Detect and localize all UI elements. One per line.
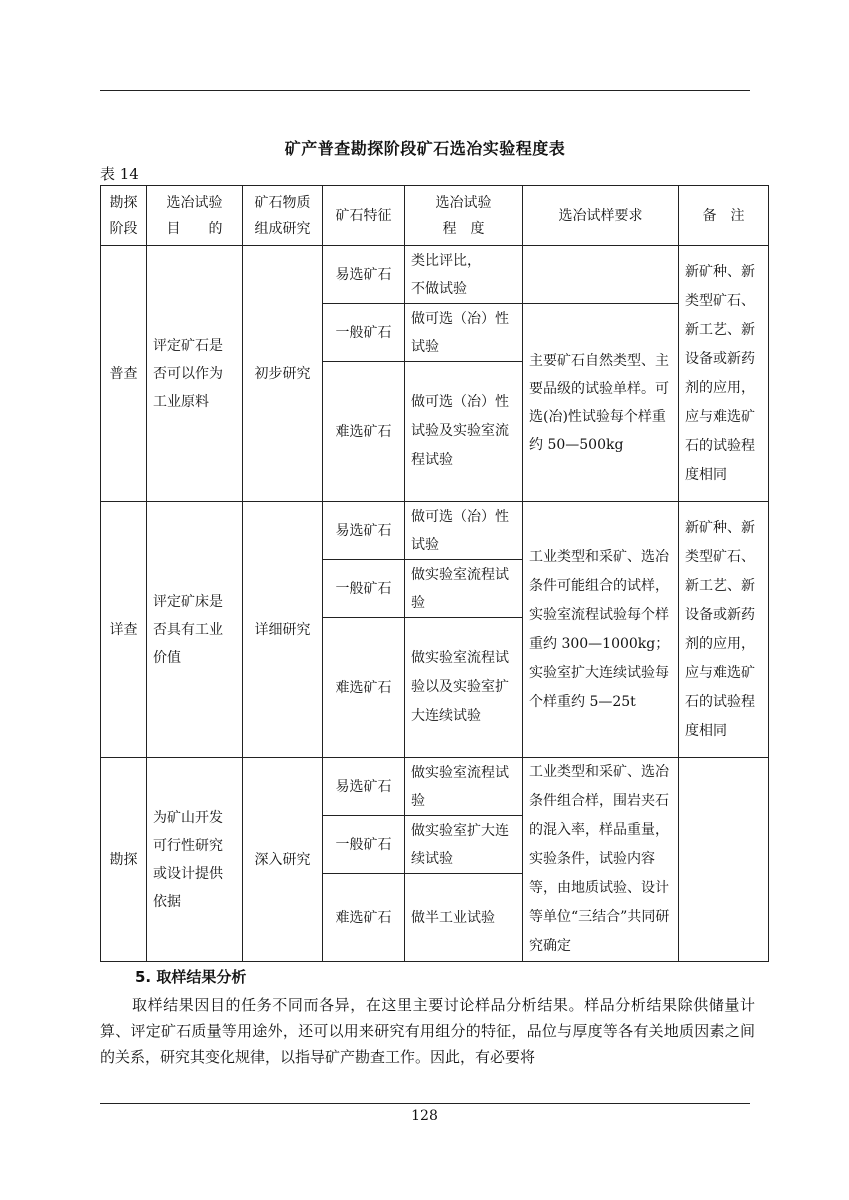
purpose-cell: 评定矿石是否可以作为工业原料 bbox=[147, 246, 243, 502]
page-number: 128 bbox=[411, 1108, 438, 1124]
mineral-cell: 详细研究 bbox=[243, 502, 323, 758]
remarks-cell: 新矿种、新类型矿石、新工艺、新设备或新药剂的应用，应与难选矿石的试验程度相同 bbox=[679, 502, 769, 758]
ore-cell: 易选矿石 bbox=[323, 246, 405, 304]
sample-cell-empty bbox=[523, 246, 679, 304]
header-ore: 矿石特征 bbox=[323, 186, 405, 246]
header-degree-line1: 选冶试验 bbox=[435, 194, 492, 211]
remarks-cell bbox=[679, 758, 769, 962]
header-mineral bbox=[243, 186, 323, 246]
sample-cell: 工业类型和采矿、选冶条件组合样，围岩夹石的混入率，样品重量，实验条件，试验内容等，由地质试验、设计等单位“三结合”共同研究确定 bbox=[523, 758, 679, 962]
purpose-cell: 评定矿床是否具有工业价值 bbox=[147, 502, 243, 758]
remarks-cell: 新矿种、新类型矿石、新工艺、新设备或新药剂的应用，应与难选矿石的试验程度相同 bbox=[679, 246, 769, 502]
degree-cell: 做半工业试验 bbox=[405, 874, 523, 962]
stage-cell: 勘探 bbox=[101, 758, 147, 962]
header-degree-line2: 程 度 bbox=[442, 220, 485, 237]
sample-cell: 工业类型和采矿、选冶条件可能组合的试样，实验室流程试验每个样重约 300—1000kg；实验室扩大连续试验每个样重约 5—25t bbox=[523, 502, 679, 758]
stage-cell: 普查 bbox=[101, 246, 147, 502]
section-heading: 5. 取样结果分析 bbox=[135, 968, 247, 986]
degree-cell: 做实验室扩大连续试验 bbox=[405, 816, 523, 874]
table-row bbox=[101, 502, 769, 560]
ore-cell: 难选矿石 bbox=[323, 874, 405, 962]
header-sample: 选冶试样要求 bbox=[523, 186, 679, 246]
ore-cell: 一般矿石 bbox=[323, 560, 405, 618]
header-purpose-line2: 目 的 bbox=[166, 220, 223, 237]
degree-cell: 做实验室流程试验 bbox=[405, 758, 523, 816]
header-stage-line2: 阶段 bbox=[109, 220, 138, 237]
degree-cell: 做实验室流程试验以及实验室扩大连续试验 bbox=[405, 618, 523, 758]
header-purpose bbox=[147, 186, 243, 246]
ore-cell: 难选矿石 bbox=[323, 362, 405, 502]
sample-cell: 主要矿石自然类型、主要品级的试验单样。可选(冶)性试验每个样重约 50—500kg bbox=[523, 304, 679, 502]
degree-cell: 做可选（冶）性试验 bbox=[405, 304, 523, 362]
ore-cell: 易选矿石 bbox=[323, 502, 405, 560]
header-stage bbox=[101, 186, 147, 246]
header-mineral-line1: 矿石物质 bbox=[254, 194, 311, 211]
ore-cell: 一般矿石 bbox=[323, 304, 405, 362]
degree-cell: 做可选（冶）性试验及实验室流程试验 bbox=[405, 362, 523, 502]
header-degree bbox=[405, 186, 523, 246]
table-row bbox=[101, 246, 769, 304]
header-stage-line1: 勘探 bbox=[109, 194, 138, 211]
ore-cell: 易选矿石 bbox=[323, 758, 405, 816]
header-mineral-line2: 组成研究 bbox=[254, 220, 311, 237]
footer-rule bbox=[100, 1103, 750, 1104]
body-paragraph: 取样结果因目的任务不同而各异，在这里主要讨论样品分析结果。样品分析结果除供储量计算、评定矿石质量等用途外，还可以用来研究有用组分的特征，品位与厚度等各有关地质因素之间的关系，研究其变化规律，以指导矿产勘查工作。因此，有必要将 bbox=[100, 996, 755, 1066]
degree-cell: 做可选（冶）性试验 bbox=[405, 502, 523, 560]
header-rule bbox=[100, 90, 750, 91]
table-title: 矿产普查勘探阶段矿石选冶实验程度表 bbox=[284, 139, 566, 158]
mineral-cell: 初步研究 bbox=[243, 246, 323, 502]
purpose-cell: 为矿山开发可行性研究或设计提供依据 bbox=[147, 758, 243, 962]
ore-test-table bbox=[100, 185, 769, 962]
degree-cell: 做实验室流程试验 bbox=[405, 560, 523, 618]
table-number-label: 表 14 bbox=[100, 165, 139, 183]
header-remarks: 备 注 bbox=[679, 186, 769, 246]
stage-cell: 详查 bbox=[101, 502, 147, 758]
table-row bbox=[101, 758, 769, 816]
degree-cell: 类比评比， 不做试验 bbox=[405, 246, 523, 304]
header-row bbox=[101, 186, 769, 246]
ore-cell: 一般矿石 bbox=[323, 816, 405, 874]
ore-cell: 难选矿石 bbox=[323, 618, 405, 758]
mineral-cell: 深入研究 bbox=[243, 758, 323, 962]
header-purpose-line1: 选冶试验 bbox=[166, 194, 223, 211]
